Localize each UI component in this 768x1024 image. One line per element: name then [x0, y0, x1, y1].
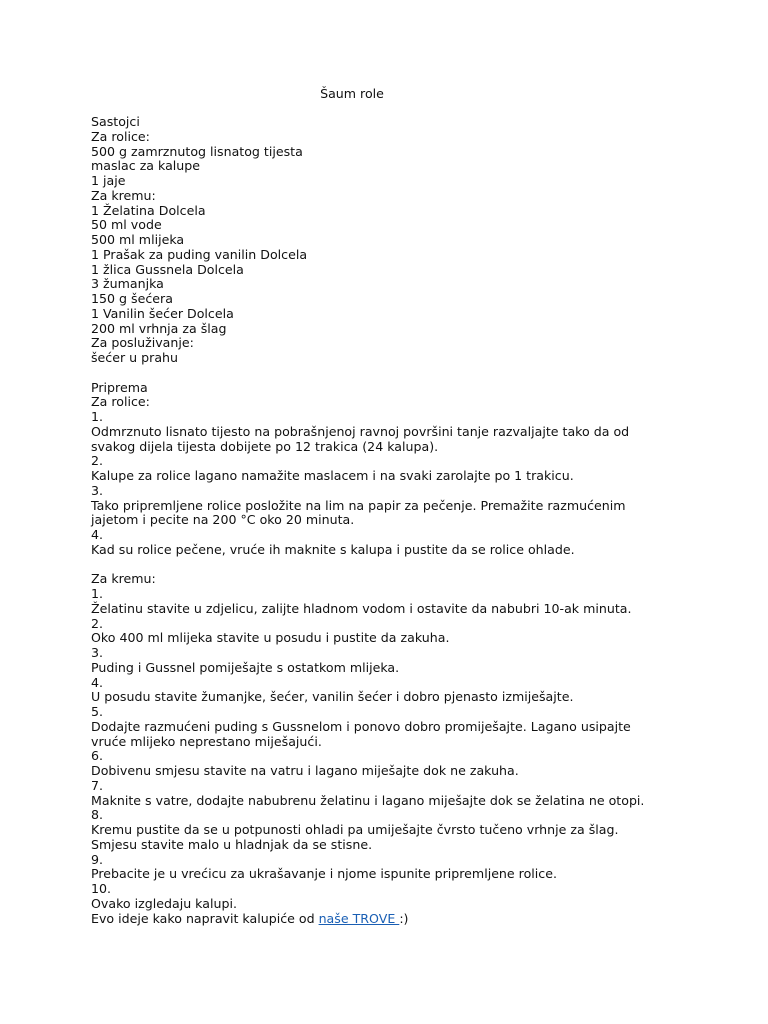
- step-text: Tako pripremljene rolice posložite na lim na papir za pečenje. Premažite razmućenim: [91, 497, 626, 513]
- step-number: 9.: [91, 851, 104, 867]
- recipe-title: Šaum role: [320, 86, 384, 101]
- step-text: Kremu pustite da se u potpunosti ohladi pa umiješajte čvrsto tučeno vrhnje za šlag.: [91, 822, 619, 837]
- ingredient-item: 1 Prašak za puding vanilin Dolcela: [91, 246, 308, 262]
- step-number: 3.: [91, 645, 104, 660]
- ingredient-item: 1 jaje: [91, 173, 126, 188]
- ingredients-cream-heading: Za kremu:: [91, 187, 156, 203]
- step-number: 2.: [91, 453, 104, 469]
- step-text: Maknite s vatre, dodajte nabubrenu želatinu i lagano miješajte dok se želatina ne otopi.: [91, 792, 645, 808]
- ingredient-item: 500 g zamrznutog lisnatog tijesta: [91, 143, 303, 159]
- recipe-body: [91, 115, 691, 926]
- step-text: Oko 400 ml mlijeka stavite u posudu i pustite da zakuha.: [91, 630, 450, 646]
- step-number: 2.: [91, 615, 104, 631]
- step-text: Smjesu stavite malo u hladnjak da se stisne.: [91, 836, 373, 852]
- step-number: 3.: [91, 482, 104, 498]
- step-text: Dodajte razmućeni puding s Gussnelom i ponovo dobro promiješajte. Lagano usipajte: [91, 718, 631, 734]
- ingredient-item: maslac za kalupe: [91, 158, 201, 174]
- closing-line: [91, 912, 691, 927]
- step-text: Puding i Gussnel pomiješajte s ostatkom mlijeka.: [91, 659, 400, 675]
- trove-link[interactable]: naše TROVE: [318, 910, 400, 926]
- step-number: 8.: [91, 807, 104, 823]
- ingredients-heading: Sastojci: [91, 114, 140, 129]
- step-text: Dobivenu smjesu stavite na vatru i lagano miješajte dok ne zakuha.: [91, 763, 519, 778]
- step-text: Želatinu stavite u zdjelicu, zalijte hladnom vodom i ostavite da nabubri 10-ak minuta.: [91, 600, 632, 616]
- ingredient-item: 500 ml mlijeka: [91, 232, 185, 247]
- step-text: vruće mlijeko neprestano miješajući.: [91, 733, 322, 749]
- step-text: Kad su rolice pečene, vruće ih maknite s kalupa i pustite da se rolice ohlade.: [91, 541, 575, 557]
- step-text: Odmrznuto lisnato tijesto na pobrašnjenoj ravnoj površini tanje razvaljajte tako da od: [91, 423, 630, 439]
- ingredient-item: 50 ml vode: [91, 217, 162, 233]
- step-number: 6.: [91, 748, 104, 764]
- step-text: Prebacite je u vrećicu za ukrašavanje i njome ispunite pripremljene rolice.: [91, 866, 557, 882]
- ingredient-item: 1 žlica Gussnela Dolcela: [91, 261, 244, 277]
- step-text: U posudu stavite žumanjke, šećer, vanilin šećer i dobro pjenasto izmiješajte.: [91, 689, 574, 705]
- ingredient-item: 3 žumanjka: [91, 276, 164, 292]
- closing-prefix: Evo ideje kako napravit kalupiće od: [91, 910, 319, 926]
- step-number: 4.: [91, 674, 104, 690]
- ingredients-serving-heading: Za posluživanje:: [91, 335, 194, 351]
- step-number: 1.: [91, 586, 104, 601]
- ingredients-rolls-heading: Za rolice:: [91, 128, 150, 144]
- step-text: svakog dijela tijesta dobijete po 12 trakica (24 kalupa).: [91, 438, 439, 454]
- step-number: 7.: [91, 777, 104, 793]
- ingredient-item: šećer u prahu: [91, 350, 179, 365]
- preparation-heading: Priprema: [91, 379, 148, 395]
- ingredient-item: 1 Želatina Dolcela: [91, 202, 206, 218]
- preparation-rolls-heading: Za rolice:: [91, 394, 150, 410]
- ingredient-item: 200 ml vrhnja za šlag: [91, 320, 227, 336]
- step-number: 1.: [91, 409, 104, 424]
- step-number: 5.: [91, 704, 104, 719]
- step-text: Ovako izgledaju kalupi.: [91, 895, 237, 911]
- preparation-cream-heading: Za kremu:: [91, 571, 156, 587]
- step-number: 10.: [91, 881, 112, 896]
- step-text: jajetom i pecite na 200 °C oko 20 minuta.: [91, 512, 355, 528]
- blank-line: [91, 366, 691, 381]
- blank-line: [91, 558, 691, 573]
- closing-suffix: :): [399, 910, 409, 926]
- step-number: 4.: [91, 527, 104, 542]
- step-text: Kalupe za rolice lagano namažite maslacem i na svaki zarolajte po 1 trakicu.: [91, 468, 574, 483]
- ingredient-item: 1 Vanilin šećer Dolcela: [91, 305, 234, 321]
- ingredient-item: 150 g šećera: [91, 291, 173, 306]
